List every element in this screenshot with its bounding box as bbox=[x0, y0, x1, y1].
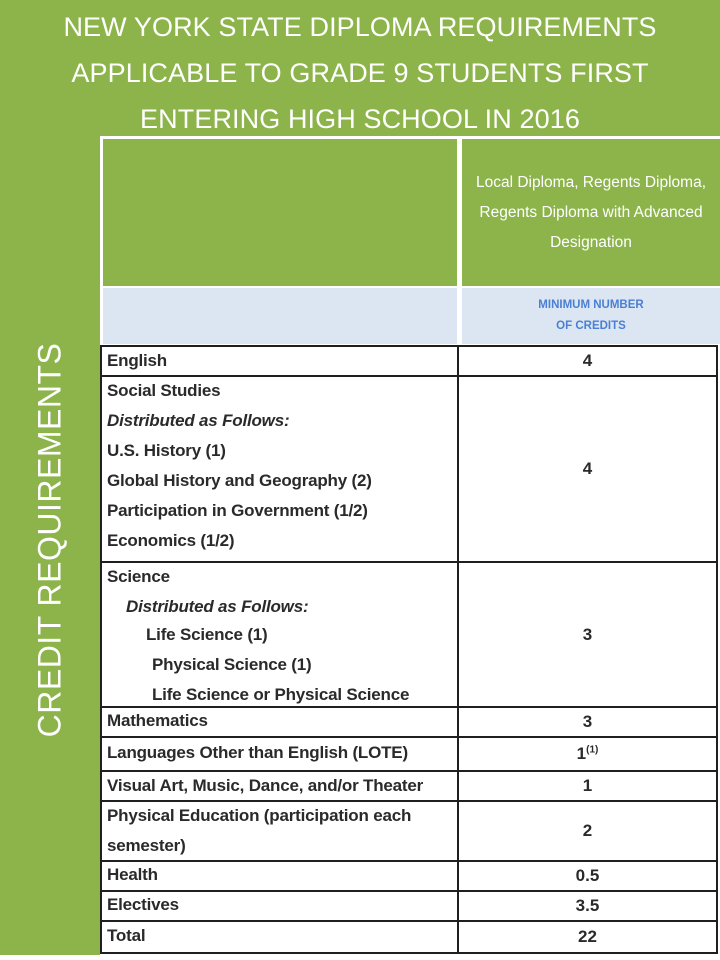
lote-footnote: (1) bbox=[586, 744, 599, 756]
table-row-science-label bbox=[100, 561, 459, 708]
social-studies-label: Social Studies bbox=[107, 381, 221, 400]
table-row-lote-label bbox=[100, 736, 459, 772]
table-row-english-label bbox=[100, 345, 459, 377]
social-studies-item: Participation in Government (1/2) bbox=[107, 501, 368, 520]
lote-label: Languages Other than English (LOTE) bbox=[107, 743, 408, 762]
social-studies-item: Economics (1/2) bbox=[107, 531, 235, 550]
english-label: English bbox=[107, 351, 167, 370]
table-row-arts-value bbox=[457, 770, 718, 802]
science-credits: 3 bbox=[582, 624, 593, 644]
social-studies-item: U.S. History (1) bbox=[107, 441, 226, 460]
table-row-science-value bbox=[457, 561, 718, 708]
pe-label-line2: semester) bbox=[107, 836, 186, 855]
social-studies-credits: 4 bbox=[582, 459, 593, 478]
mathematics-label: Mathematics bbox=[107, 711, 208, 730]
pe-label-line1: Physical Education (participation each bbox=[107, 806, 412, 825]
table-row-english-value bbox=[457, 345, 718, 377]
total-label: Total bbox=[107, 926, 146, 945]
table-row-electives-value bbox=[457, 890, 718, 922]
electives-label: Electives bbox=[107, 895, 179, 914]
mathematics-credits: 3 bbox=[582, 712, 593, 731]
electives-credits: 3.5 bbox=[575, 896, 600, 915]
table-row-social-studies-value bbox=[457, 375, 718, 563]
table-row-mathematics-label bbox=[100, 706, 459, 738]
table-row-arts-label bbox=[100, 770, 459, 802]
table-row-pe-label bbox=[100, 800, 459, 862]
social-studies-item: Global History and Geography (2) bbox=[107, 471, 372, 490]
social-studies-note: Distributed as Follows: bbox=[107, 411, 290, 430]
subheader-blank-cell bbox=[100, 288, 457, 344]
table-row-social-studies-label bbox=[100, 375, 459, 563]
arts-label: Visual Art, Music, Dance, and/or Theater bbox=[107, 776, 424, 795]
arts-credits: 1 bbox=[582, 776, 593, 795]
science-note: Distributed as Follows: bbox=[126, 597, 309, 616]
health-credits: 0.5 bbox=[575, 866, 600, 885]
table-row-health-value bbox=[457, 860, 718, 892]
min-credits-text: MINIMUM NUMBER OF CREDITS bbox=[538, 299, 644, 332]
science-item: Physical Science (1) bbox=[152, 655, 312, 674]
table-row-lote-value bbox=[457, 736, 718, 772]
science-label: Science bbox=[107, 567, 170, 586]
header-diploma-types bbox=[459, 136, 720, 286]
title-line-1: NEW YORK STATE DIPLOMA REQUIREMENTS bbox=[63, 12, 657, 42]
table-row-mathematics-value bbox=[457, 706, 718, 738]
title-line-2: APPLICABLE TO GRADE 9 STUDENTS FIRST bbox=[71, 58, 649, 88]
pe-credits: 2 bbox=[582, 821, 593, 840]
science-item: Life Science (1) bbox=[146, 625, 268, 644]
lote-credits: 1$^{(1)}$ bbox=[576, 744, 599, 763]
page-title bbox=[0, 4, 720, 142]
title-line-3: ENTERING HIGH SCHOOL IN 2016 bbox=[140, 104, 580, 134]
diploma-types-text: Local Diploma, Regents Diploma, Regents Diploma with Advanced Designation bbox=[475, 173, 707, 251]
subheader-min-credits bbox=[459, 288, 720, 344]
table-row-total-value bbox=[457, 920, 718, 954]
total-credits: 22 bbox=[578, 927, 597, 946]
header-blank-cell bbox=[100, 136, 457, 286]
health-label: Health bbox=[107, 865, 158, 884]
table-row-health-label bbox=[100, 860, 459, 892]
table-row-pe-value bbox=[457, 800, 718, 862]
science-item: Life Science or Physical Science bbox=[152, 685, 410, 704]
table-row-total-label bbox=[100, 920, 459, 954]
table-row-electives-label bbox=[100, 890, 459, 922]
credit-requirements-label: CREDIT REQUIREMENTS bbox=[31, 342, 68, 738]
english-credits: 4 bbox=[582, 351, 593, 370]
